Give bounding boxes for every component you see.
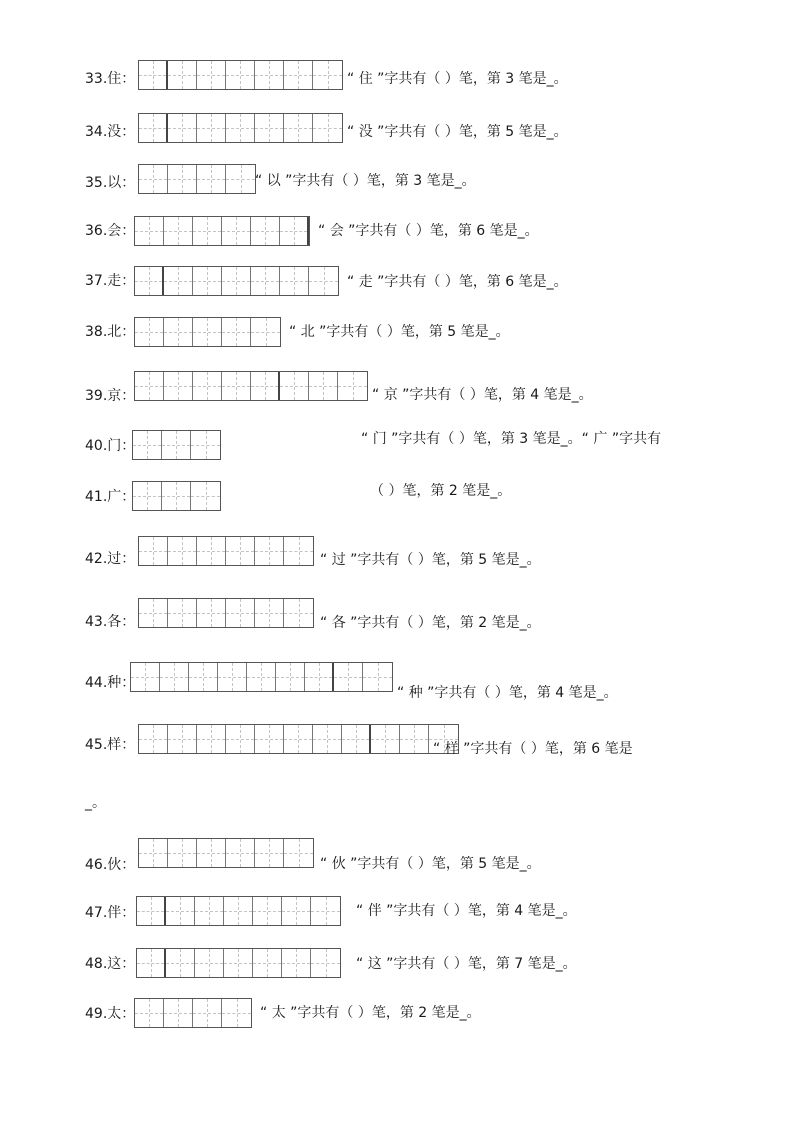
exercise-34 <box>0 113 793 143</box>
question-text: “ 会 ”字共有（ ）笔，第 6 笔是_。 <box>318 223 539 239</box>
stroke-order-grid[interactable] <box>138 60 343 90</box>
grid-cell[interactable] <box>166 949 195 977</box>
grid-cell[interactable] <box>193 318 222 346</box>
exercise-49 <box>0 998 793 1028</box>
stroke-order-grid[interactable] <box>136 948 341 978</box>
grid-cell[interactable] <box>338 372 367 400</box>
stroke-order-grid[interactable] <box>132 430 221 460</box>
grid-cell[interactable] <box>168 114 197 142</box>
grid-cell[interactable] <box>164 318 193 346</box>
question-text: “ 门 ”字共有（ ）笔，第 3 笔是_。“ 广 ”字共有 <box>361 431 662 447</box>
grid-cell[interactable] <box>139 61 168 89</box>
exercise-37 <box>0 266 793 296</box>
grid-cell[interactable] <box>135 999 164 1027</box>
grid-cell[interactable] <box>197 165 226 193</box>
grid-cell[interactable] <box>251 267 280 295</box>
grid-cell[interactable] <box>253 897 282 925</box>
stroke-order-grid[interactable] <box>132 481 221 511</box>
exercise-number: 49.太： <box>85 1006 136 1022</box>
grid-cell[interactable] <box>139 839 168 867</box>
grid-cell[interactable] <box>226 599 255 627</box>
grid-cell[interactable] <box>168 839 197 867</box>
exercise-36 <box>0 216 793 246</box>
grid-cell[interactable] <box>168 165 197 193</box>
exercise-number: 37.走： <box>85 273 136 289</box>
stroke-order-grid[interactable] <box>136 896 341 926</box>
stroke-order-grid[interactable] <box>138 113 343 143</box>
question-text: “ 太 ”字共有（ ）笔，第 2 笔是_。 <box>260 1005 481 1021</box>
grid-cell[interactable] <box>197 599 226 627</box>
exercise-38 <box>0 317 793 347</box>
stroke-order-grid[interactable] <box>138 536 314 566</box>
grid-cell[interactable] <box>164 999 193 1027</box>
grid-cell[interactable] <box>168 725 197 753</box>
exercise-45 <box>0 724 793 811</box>
stroke-order-grid[interactable] <box>138 838 314 868</box>
exercise-number: 39.京： <box>85 388 136 404</box>
grid-cell[interactable] <box>226 839 255 867</box>
grid-cell[interactable] <box>282 897 311 925</box>
exercise-44 <box>0 662 793 701</box>
grid-cell[interactable] <box>139 114 168 142</box>
question-text: “ 样 ”字共有（ ）笔，第 6 笔是 <box>433 741 633 757</box>
stroke-order-grid[interactable] <box>134 266 339 296</box>
grid-cell[interactable] <box>197 61 226 89</box>
grid-cell[interactable] <box>305 663 334 691</box>
grid-cell[interactable] <box>222 217 251 245</box>
exercise-number: 45.样： <box>85 737 136 753</box>
exercise-47 <box>0 896 793 926</box>
grid-cell[interactable] <box>197 839 226 867</box>
exercise-number: 35.以： <box>85 175 136 191</box>
grid-cell[interactable] <box>139 165 168 193</box>
grid-cell[interactable] <box>226 61 255 89</box>
grid-cell[interactable] <box>280 217 309 245</box>
grid-cell[interactable] <box>342 725 371 753</box>
question-text: “ 走 ”字共有（ ）笔，第 6 笔是_。 <box>347 274 568 290</box>
grid-cell[interactable] <box>193 999 222 1027</box>
stroke-order-grid[interactable] <box>138 724 459 754</box>
exercise-number: 41.广： <box>85 489 136 505</box>
grid-cell[interactable] <box>222 318 251 346</box>
exercise-48 <box>0 948 793 978</box>
grid-cell[interactable] <box>166 897 195 925</box>
grid-cell[interactable] <box>284 537 313 565</box>
grid-cell[interactable] <box>135 267 164 295</box>
grid-cell[interactable] <box>133 482 162 510</box>
grid-cell[interactable] <box>247 663 276 691</box>
question-text: “ 过 ”字共有（ ）笔，第 5 笔是_。 <box>320 552 541 568</box>
grid-cell[interactable] <box>222 372 251 400</box>
grid-cell[interactable] <box>195 949 224 977</box>
grid-cell[interactable] <box>371 725 400 753</box>
exercise-number: 40.门： <box>85 438 136 454</box>
stroke-order-grid[interactable] <box>138 164 256 194</box>
grid-cell[interactable] <box>139 725 168 753</box>
exercise-46 <box>0 838 793 873</box>
question-text: “ 住 ”字共有（ ）笔，第 3 笔是_。 <box>347 71 568 87</box>
grid-cell[interactable] <box>195 897 224 925</box>
grid-cell[interactable] <box>226 114 255 142</box>
grid-cell[interactable] <box>135 372 164 400</box>
exercise-42 <box>0 536 793 566</box>
grid-cell[interactable] <box>135 318 164 346</box>
grid-cell[interactable] <box>193 372 222 400</box>
question-text: “ 没 ”字共有（ ）笔，第 5 笔是_。 <box>347 124 568 140</box>
grid-cell[interactable] <box>284 839 313 867</box>
grid-cell[interactable] <box>255 599 284 627</box>
grid-cell[interactable] <box>255 114 284 142</box>
exercise-number: 33.住： <box>85 71 136 87</box>
question-text: （ ）笔，第 2 笔是_。 <box>370 483 512 499</box>
exercise-number: 43.各： <box>85 614 136 630</box>
grid-cell[interactable] <box>189 663 218 691</box>
grid-cell[interactable] <box>197 725 226 753</box>
grid-cell[interactable] <box>311 897 340 925</box>
grid-cell[interactable] <box>253 949 282 977</box>
grid-cell[interactable] <box>251 372 280 400</box>
grid-cell[interactable] <box>191 431 220 459</box>
grid-cell[interactable] <box>139 599 168 627</box>
grid-cell[interactable] <box>191 482 220 510</box>
exercise-33 <box>0 60 793 90</box>
grid-cell[interactable] <box>255 537 284 565</box>
grid-cell[interactable] <box>164 267 193 295</box>
grid-cell[interactable] <box>282 949 311 977</box>
exercise-39 <box>0 371 793 404</box>
question-text: “ 以 ”字共有（ ）笔，第 3 笔是_。 <box>255 173 476 189</box>
grid-cell[interactable] <box>137 949 166 977</box>
exercise-40 <box>0 430 793 460</box>
grid-cell[interactable] <box>162 482 191 510</box>
grid-cell[interactable] <box>313 725 342 753</box>
exercise-number: 44.种： <box>85 675 136 691</box>
stroke-order-grid[interactable] <box>130 662 393 692</box>
grid-cell[interactable] <box>334 663 363 691</box>
grid-cell[interactable] <box>309 372 338 400</box>
grid-cell[interactable] <box>226 725 255 753</box>
exercise-number: 34.没： <box>85 124 136 140</box>
question-text: “ 京 ”字共有（ ）笔，第 4 笔是_。 <box>372 387 593 403</box>
stroke-order-grid[interactable] <box>134 317 281 347</box>
grid-cell[interactable] <box>284 725 313 753</box>
grid-cell[interactable] <box>133 431 162 459</box>
grid-cell[interactable] <box>162 431 191 459</box>
grid-cell[interactable] <box>251 318 280 346</box>
grid-cell[interactable] <box>284 599 313 627</box>
exercise-41 <box>0 481 793 511</box>
grid-cell[interactable] <box>131 663 160 691</box>
question-text: “ 这 ”字共有（ ）笔，第 7 笔是_。 <box>356 956 577 972</box>
question-text: “ 伙 ”字共有（ ）笔，第 5 笔是_。 <box>320 856 541 872</box>
stroke-order-grid[interactable] <box>134 216 310 246</box>
grid-cell[interactable] <box>160 663 189 691</box>
grid-cell[interactable] <box>276 663 305 691</box>
grid-cell[interactable] <box>284 114 313 142</box>
grid-cell[interactable] <box>280 372 309 400</box>
grid-cell[interactable] <box>168 537 197 565</box>
grid-cell[interactable] <box>311 949 340 977</box>
question-text: “ 各 ”字共有（ ）笔，第 2 笔是_。 <box>320 615 541 631</box>
grid-cell[interactable] <box>139 537 168 565</box>
exercise-number: 46.伙： <box>85 857 136 873</box>
grid-cell[interactable] <box>218 663 247 691</box>
grid-cell[interactable] <box>168 61 197 89</box>
question-text-continued: _。 <box>85 795 106 811</box>
grid-cell[interactable] <box>224 897 253 925</box>
grid-cell[interactable] <box>164 372 193 400</box>
stroke-order-grid[interactable] <box>138 598 314 628</box>
stroke-order-grid[interactable] <box>134 998 252 1028</box>
grid-cell[interactable] <box>137 897 166 925</box>
grid-cell[interactable] <box>400 725 429 753</box>
grid-cell[interactable] <box>313 61 342 89</box>
exercise-number: 36.会： <box>85 223 136 239</box>
exercise-number: 48.这： <box>85 956 136 972</box>
grid-cell[interactable] <box>193 217 222 245</box>
grid-cell[interactable] <box>363 663 392 691</box>
exercise-number: 38.北： <box>85 324 136 340</box>
exercise-number: 47.伴： <box>85 905 136 921</box>
question-text: “ 伴 ”字共有（ ）笔，第 4 笔是_。 <box>356 903 577 919</box>
exercise-number: 42.过： <box>85 551 136 567</box>
question-text: “ 北 ”字共有（ ）笔，第 5 笔是_。 <box>289 324 510 340</box>
grid-cell[interactable] <box>255 725 284 753</box>
exercise-35 <box>0 164 793 194</box>
grid-cell[interactable] <box>197 537 226 565</box>
question-text: “ 种 ”字共有（ ）笔，第 4 笔是_。 <box>397 685 618 701</box>
grid-cell[interactable] <box>309 267 338 295</box>
grid-cell[interactable] <box>284 61 313 89</box>
grid-cell[interactable] <box>164 217 193 245</box>
grid-cell[interactable] <box>313 114 342 142</box>
grid-cell[interactable] <box>251 217 280 245</box>
grid-cell[interactable] <box>193 267 222 295</box>
grid-cell[interactable] <box>168 599 197 627</box>
grid-cell[interactable] <box>280 267 309 295</box>
grid-cell[interactable] <box>135 217 164 245</box>
stroke-order-grid[interactable] <box>134 371 368 401</box>
grid-cell[interactable] <box>222 999 251 1027</box>
grid-cell[interactable] <box>255 839 284 867</box>
grid-cell[interactable] <box>197 114 226 142</box>
grid-cell[interactable] <box>226 537 255 565</box>
exercise-43 <box>0 598 793 631</box>
grid-cell[interactable] <box>226 165 255 193</box>
grid-cell[interactable] <box>224 949 253 977</box>
grid-cell[interactable] <box>222 267 251 295</box>
grid-cell[interactable] <box>255 61 284 89</box>
